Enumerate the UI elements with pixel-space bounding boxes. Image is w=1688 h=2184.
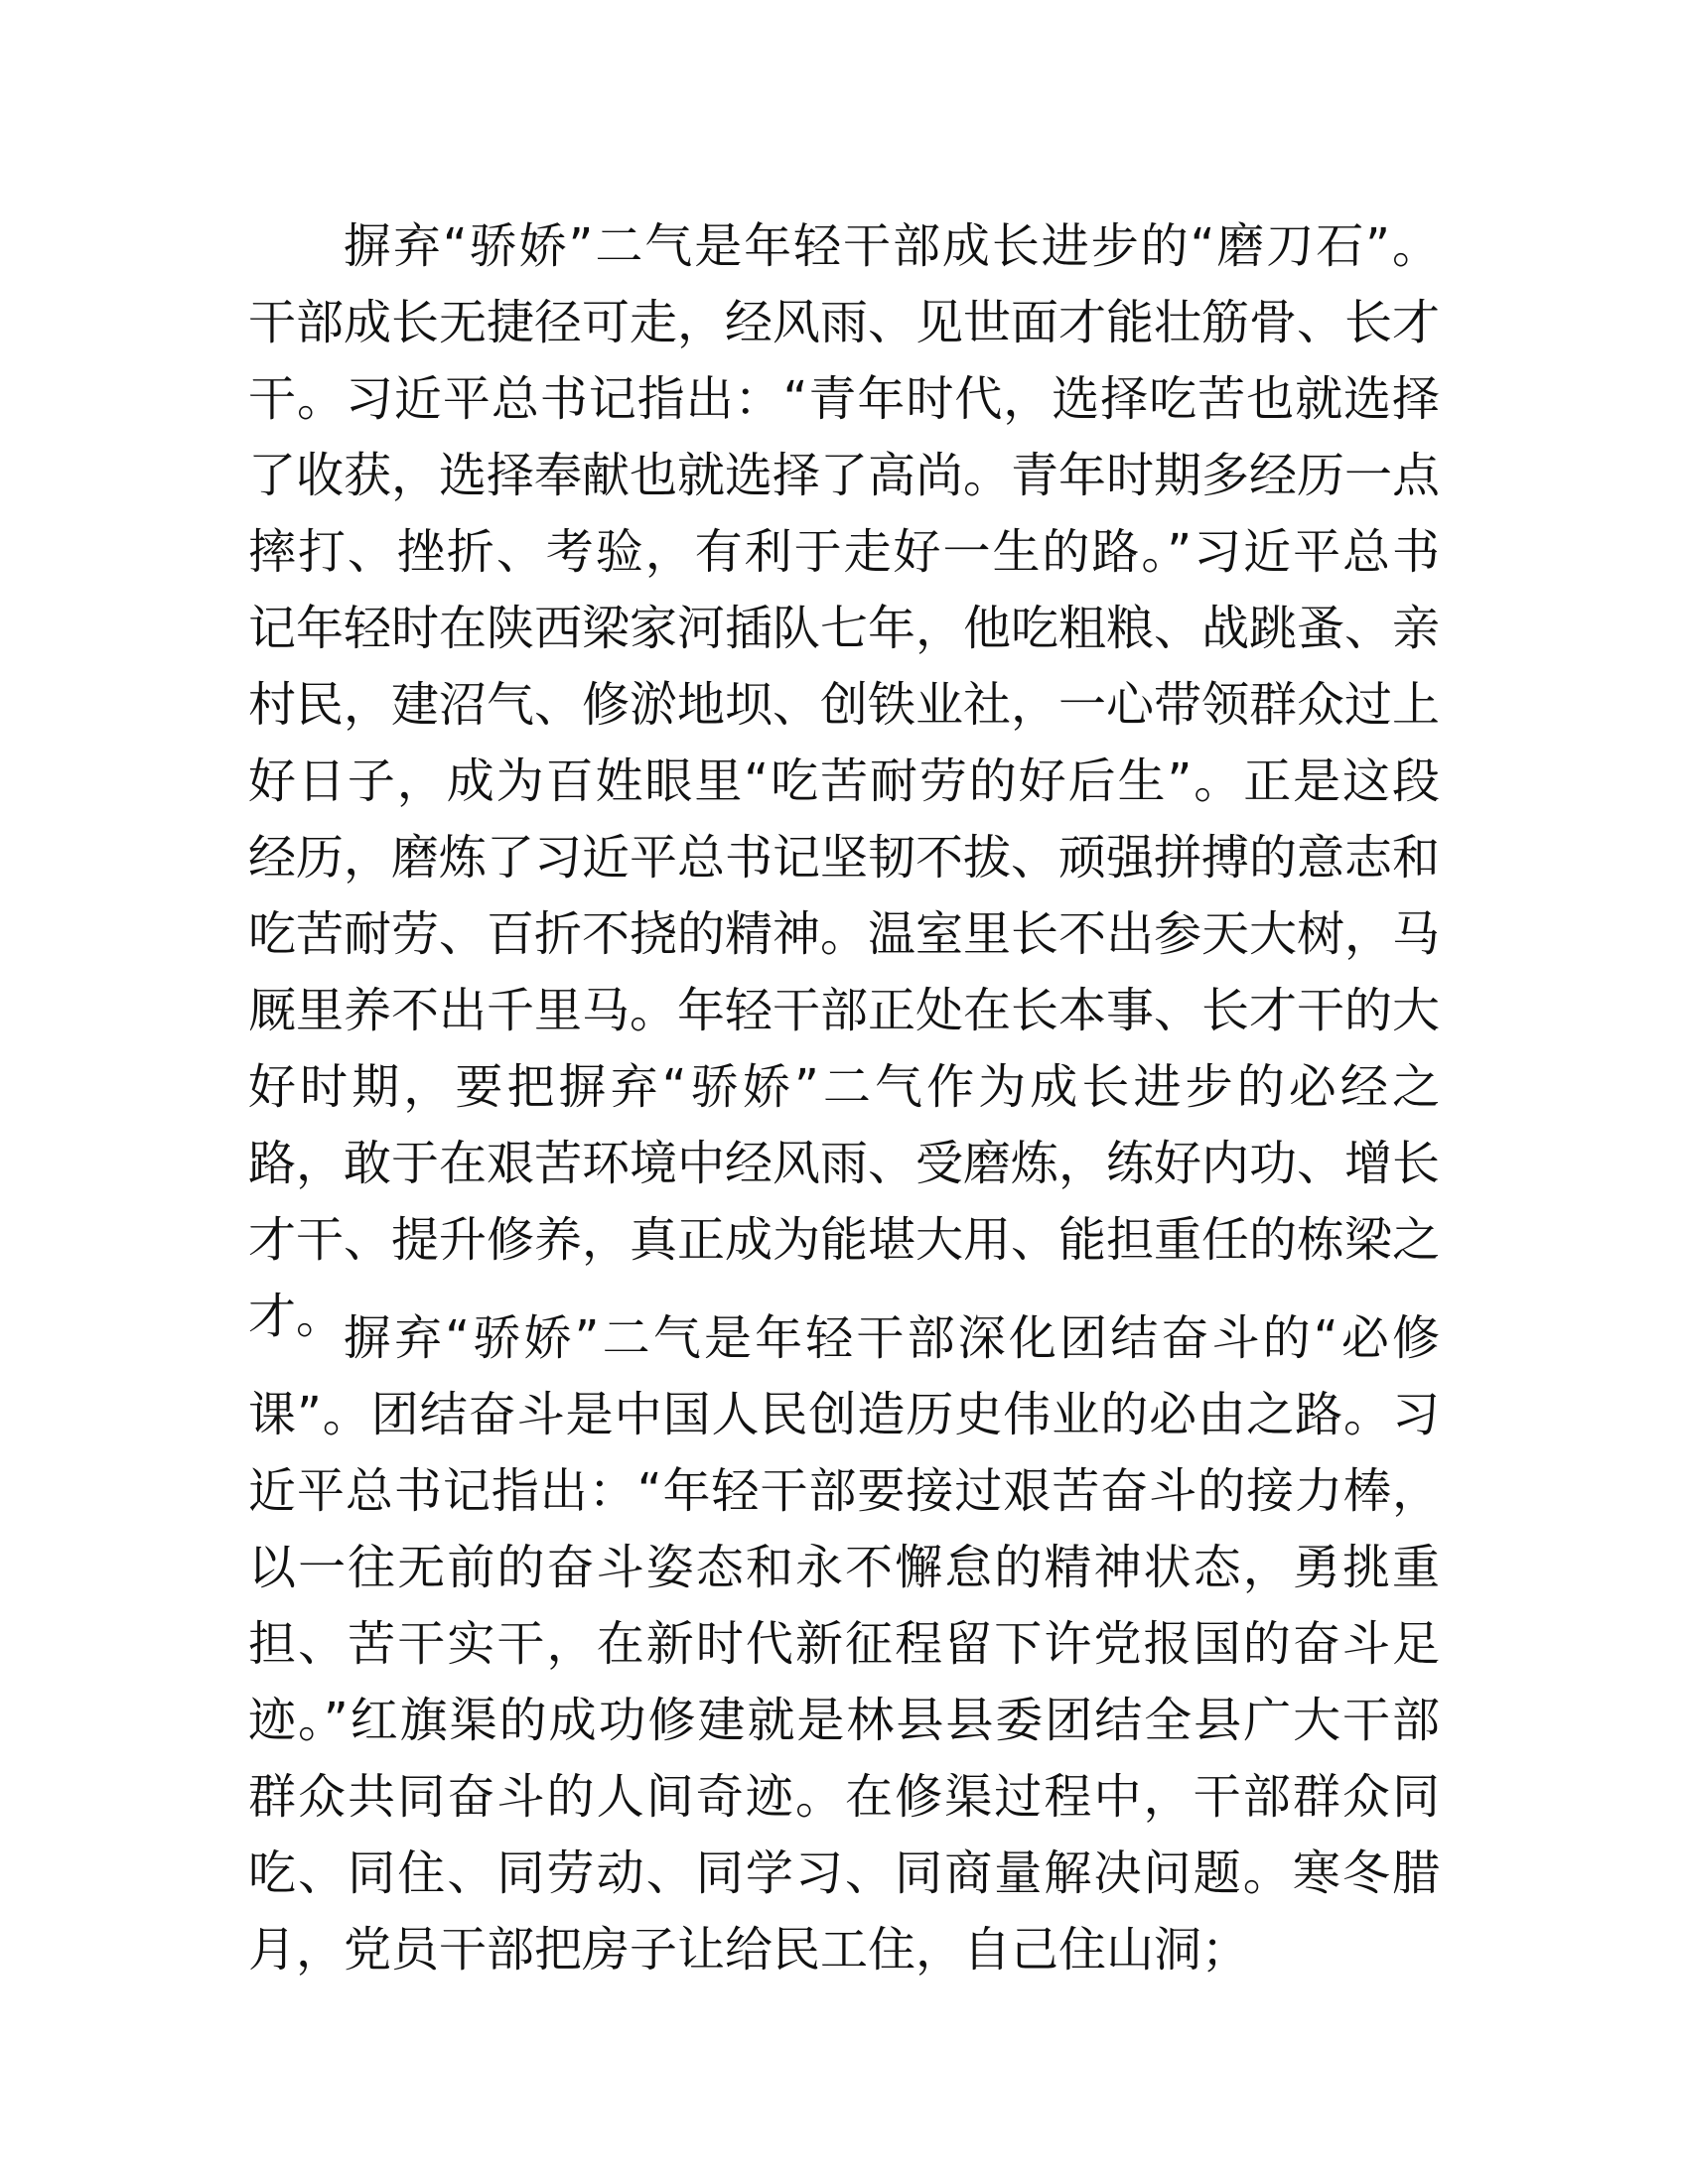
body-paragraph-2: 摒弃“骄娇”二气是年轻干部深化团结奋斗的“必修课”。团结奋斗是中国人民创造历史伟业的必由之路。习近平总书记指出：“年轻干部要接过艰苦奋斗的接力棒，以一往无前的奋斗姿态和永不懈怠的精神状态，勇挑重担、苦干实干，在新时代新征程留下许党报国的奋斗足迹。”红旗渠的成功修建就是林县县委团结全县广大干部群众共同奋斗的人间奇迹。在修渠过程中，干部群众同吃、同住、同劳动、同学习、同商量解决问题。寒冬腊月，党员干部把房子让给民工住，自己住山洞； <box>248 1310 1440 1978</box>
body-paragraph-1: 摒弃“骄娇”二气是年轻干部成长进步的“磨刀石”。干部成长无捷径可走，经风雨、见世面才能壮筋骨、长才干。习近平总书记指出：“青年时代，选择吃苦也就选择了收获，选择奉献也就选择了高尚。青年时期多经历一点摔打、挫折、考验，有利于走好一生的路。”习近平总书记年轻时在陕西梁家河插队七年，他吃粗粮、战跳蚤、亲村民，建沼气、修淤地坝、创铁业社，一心带领群众过上好日子，成为百姓眼里“吃苦耐劳的好后生”。正是这段经历，磨炼了习近平总书记坚韧不拔、顽强拼搏的意志和吃苦耐劳、百折不挠的精神。温室里长不出参天大树，马厩里养不出千里马。年轻干部正处在长本事、长才干的大好时期，要把摒弃“骄娇”二气作为成长进步的必经之路，敢于在艰苦环境中经风雨、受磨炼，练好内功、增长才干、提升修养，真正成为能堪大用、能担重任的栋梁之才。 <box>248 218 1441 1344</box>
